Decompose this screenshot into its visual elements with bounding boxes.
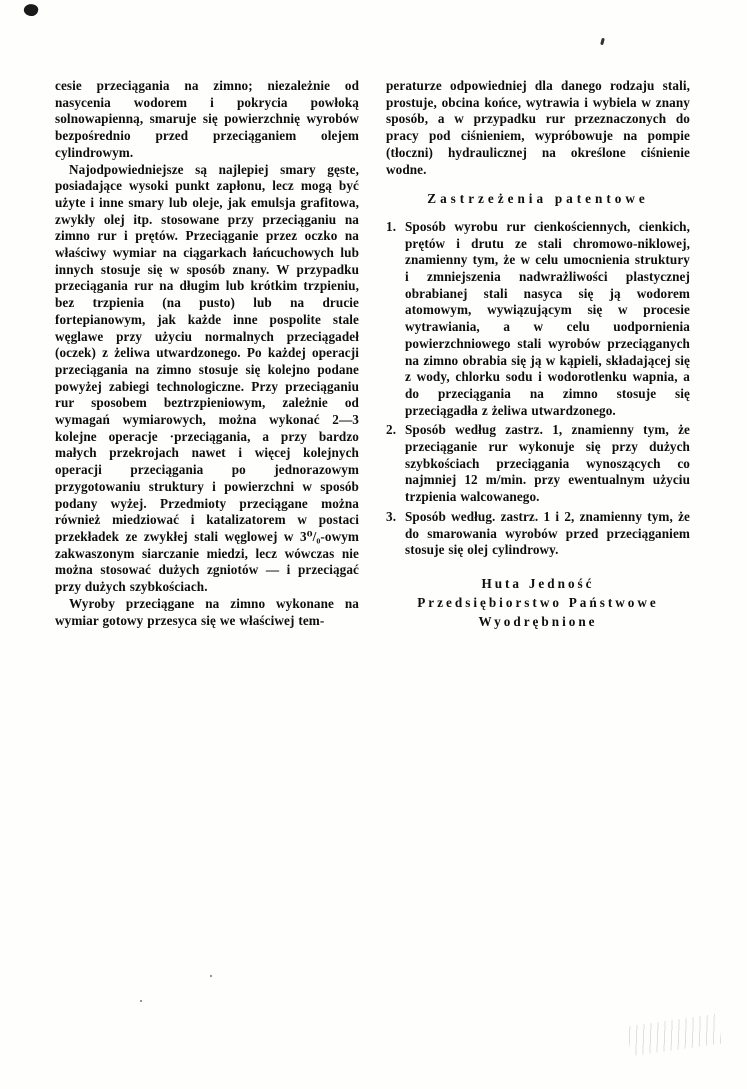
claim-number: 2.: [386, 422, 397, 438]
claim-item: [386, 509, 690, 559]
claim-text: Sposób według. zastrz. 1 i 2, znamienny tym, że do smarowania wyrobów przed przeciąganiem stosuje się olej cylindrowy.: [405, 508, 690, 558]
scan-artifact-blob: [22, 2, 39, 18]
signature-line-company: Huta Jedność: [481, 575, 595, 591]
scan-artifact-scribble: [626, 1014, 721, 1057]
two-column-text: [55, 78, 690, 631]
claims-heading: Zastrzeżenia patentowe: [427, 191, 649, 207]
paragraph-lubricants: Najodpowiedniejsze są najlepiej smary gęste, posiadające wysoki punkt zapłonu, lecz mogą być użyte i inne smary lub oleje, jak emulsja grafitowa, zwykły olej itp. stosowane przy przeciąganiu na zimno rur i prętów. Przeciąganie przez oczko na właściwy wymiar na ciągarkach łańcuchowych lub innych stosuje się w sposób znany. W przypadku przeciągania rur na długim lub krótkim trzpieniu, bez trzpienia (na pusto) lub na drucie fortepianowym, jak każde inne pospolite stale węglawe przy użyciu normalnych przeciągadeł (oczek) z żeliwa utwardzonego. Po każdej operacji przeciągania na zimno stosuje się kolejno podane powyżej zabiegi technologiczne. Przy przeciąganiu rur sposobem beztrzpieniowym, zależnie od wymagań wymiarowych, można wykonać 2—3 kolejne operacje ·przeciągania, a przy bardzo małych przekrojach nawet i więcej kolejnych operacji przeciągania po jednorazowym przygotowaniu struktury i powierzchni w sposób podany wyżej. Przedmioty przeciągane można również miedziować i katalizatorem w postaci przekładek ze zwykłej stali węglowej w 3⁰/₀-owym zakwaszonym siarczanie miedzi, lecz wówczas nie można stosować dużych zgniotów — i przeciągać przy dużych szybkościach.: [55, 161, 359, 595]
claim-text: Sposób według zastrz. 1, znamienny tym, że przeciąganie rur wykonuje się przy dużych szybkościach przeciągania wynoszących co najmniej 12 m/min. przy ewentualnym użyciu trzpienia walcowanego.: [405, 422, 690, 505]
paragraph-continuation: cesie przeciągania na zimno; niezależnie od nasycenia wodorem i pokrycia powłoką solnowapienną, smaruje się powierzchnię wyrobów bezpośrednio przed przeciąganiem olejem cylindrowym.: [55, 78, 359, 160]
paragraph-temperature: peraturze odpowiedniej dla danego rodzaju stali, prostuje, obcina końce, wytrawia i wybiela w znany sposób, a w przypadku rur przeznaczonych do pracy pod ciśnieniem, wypróbowuje na pompie (tłoczni) hydraulicznej na określone ciśnienie wodne.: [386, 78, 690, 177]
paragraph-finishing: Wyroby przeciągane na zimno wykonane na wymiar gotowy przesyca się we właściwej tem-: [55, 595, 359, 628]
right-column: [386, 78, 690, 631]
claim-item: [386, 422, 690, 506]
scan-artifact-speck: [140, 1000, 142, 1002]
signature-line-separated: Wyodrębnione: [478, 613, 598, 629]
claim-item: [386, 219, 690, 419]
claim-number: 1.: [386, 218, 397, 234]
claim-number: 3.: [386, 508, 397, 524]
signature-line-enterprise: Przedsiębiorstwo Państwowe: [417, 594, 659, 610]
scan-artifact-speck: [210, 975, 212, 977]
scan-artifact-tick: [600, 38, 605, 46]
left-column: [55, 78, 359, 631]
claim-text: Sposób wyrobu rur cienkościennych, cienkich, prętów i drutu ze stali chromowo-niklowej, znamienny tym, że w celu umocnienia struktury i zmniejszenia nadwrażliwości plastycznej obrabianej stali nasyca się ją wodorem atomowym, wywiązującym się w procesie wytrawiania, a w celu uodpornienia powierzchniowego stali wyrobów przeciąganych na zimno obrabia się ją w kąpieli, składającej się z wody, chlorku sodu i wodorotlenku wapnia, a do przeciągania na zimno stosuje się przeciągadła z żeliwa utwardzonego.: [405, 218, 690, 418]
signature-block: [386, 574, 690, 631]
